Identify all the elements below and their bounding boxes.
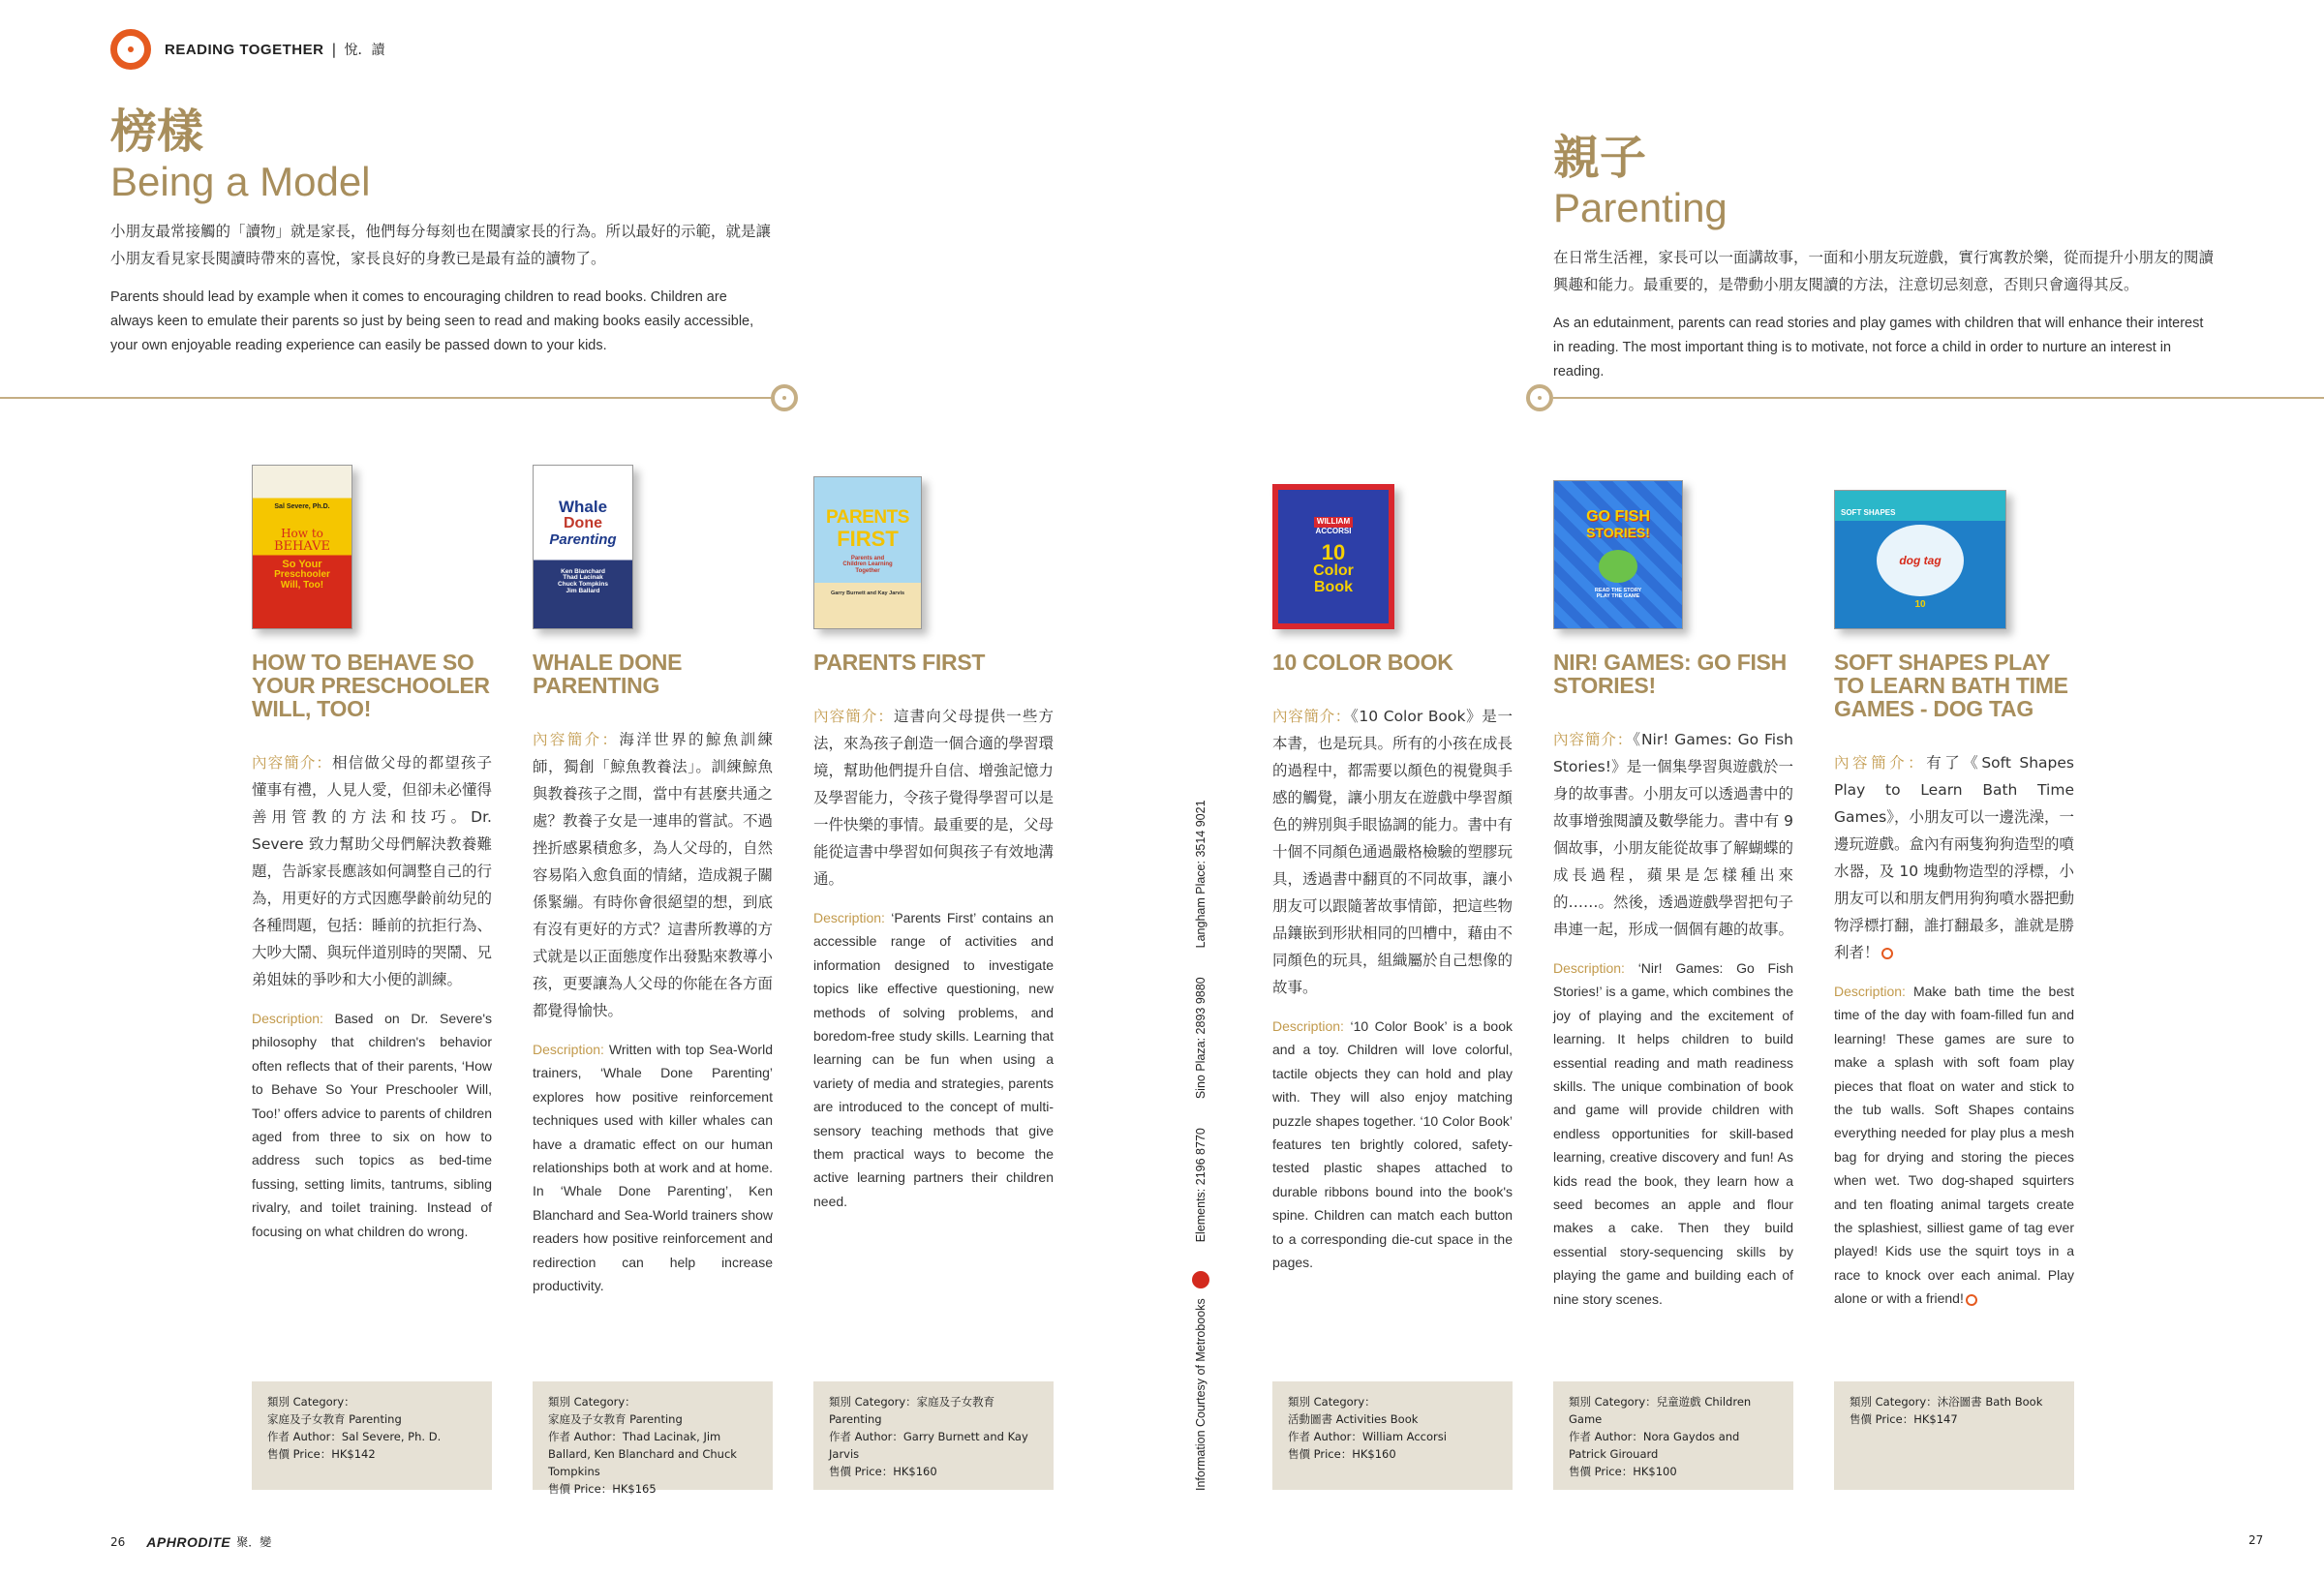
book-cover-image	[1553, 480, 1683, 629]
meta-category: 活動圖書 Activities Book	[1288, 1412, 1419, 1426]
meta-author: 作者 Author：Nora Gaydos and Patrick Girouard	[1569, 1430, 1740, 1461]
section-title-en: Being a Model	[110, 158, 371, 204]
meta-category: 家庭及子女教育 Parenting	[267, 1412, 402, 1426]
meta-author: 作者 Author：Sal Severe, Ph. D.	[267, 1430, 442, 1443]
meta-category-label: 類別 Category：	[267, 1395, 355, 1409]
desc-text-en: Written with top Sea-World trainers, ‘Whale Done Parenting’ explores how positive reinforcement techniques used with killer whales can have a dramatic effect on our human relationships both at work and at home. In ‘Whale Done Parenting’, Ken Blanchard and Sea-World trainers show readers how positive reinforcement and redirection can help increase productivity.	[533, 1042, 773, 1294]
book-meta-box	[533, 1381, 773, 1496]
cover-line: Parenting	[549, 530, 617, 548]
cover-line: Jim Ballard	[566, 588, 600, 594]
book-title: NIR! GAMES: GO FISH STORIES!	[1553, 650, 1787, 698]
divider-line-right	[1553, 397, 2324, 399]
cover-line: Will, Too!	[280, 579, 324, 591]
cover-line: How to	[281, 527, 323, 541]
desc-label-en: Description:	[533, 1042, 604, 1057]
cover-line: WILLIAM	[1314, 517, 1353, 527]
book-cover-image	[813, 476, 922, 629]
elements-phone: Elements: 2196 8770	[1194, 1128, 1208, 1243]
desc-text-en: Based on Dr. Severe's philosophy that children's behavior often reflects that of their parents, ‘How to Behave So Your Preschooler Will, Too!’ offers advice to parents of children aged from three to six on how to address such topics as bed-time fussing, setting limits, tantrums, sibling rivalry, and toilet training. Instead of focusing on what children do wrong.	[252, 1011, 493, 1239]
book-description-en	[813, 906, 1054, 1213]
book-whale-done-parenting	[533, 455, 773, 1297]
book-description-cn	[252, 749, 492, 993]
meta-price: 售價 Price：HK$165	[548, 1482, 657, 1496]
section-title-cn: 親子	[1553, 131, 1647, 185]
book-meta-box	[1553, 1381, 1793, 1490]
cover-line: So Your	[282, 558, 322, 570]
book-soft-shapes	[1834, 455, 2074, 1311]
cover-line: STORIES!	[1586, 525, 1650, 541]
desc-label-cn: 內容簡介：	[813, 708, 895, 725]
book-description-en	[1834, 980, 2074, 1311]
end-ring-icon	[1966, 1294, 1977, 1306]
book-title: SOFT SHAPES PLAY TO LEARN BATH TIME GAMES - DOG TAG	[1834, 650, 2068, 721]
cover-line: PARENTS	[826, 507, 909, 529]
header-separator: |	[331, 41, 337, 58]
desc-label-cn: 內容簡介：	[252, 754, 333, 772]
cover-line: Parents and Children Learning Together	[842, 556, 893, 574]
book-meta-box	[252, 1381, 492, 1490]
desc-label-en: Description:	[813, 910, 885, 925]
book-description-cn	[533, 726, 773, 1024]
cover-line: Garry Burnett and Kay Jarvis	[830, 591, 905, 597]
book-cover-image	[1272, 484, 1394, 629]
meta-author: 作者 Author：Garry Burnett and Kay Jarvis	[829, 1430, 1028, 1461]
book-how-to-behave	[252, 455, 492, 1243]
book-meta-box	[1834, 1381, 2074, 1490]
book-description-cn	[1834, 749, 2074, 966]
section-title-cn: 榜樣	[110, 105, 204, 159]
book-title: 10 COLOR BOOK	[1272, 650, 1453, 675]
section-intro-en: As an edutainment, parents can read stories and play games with children that will enhance their interest in reading. The most important thing is to motivate, not force a child in order to nurture an interest in reading.	[1553, 315, 2204, 379]
meta-category: 家庭及子女教育 Parenting	[548, 1412, 683, 1426]
meta-category-label: 類別 Category：	[1288, 1395, 1376, 1409]
cover-line: BEHAVE	[274, 538, 330, 554]
book-meta-box	[1272, 1381, 1513, 1490]
book-description-en	[1553, 956, 1793, 1311]
divider-line-left	[0, 397, 773, 399]
cover-line: Ken Blanchard	[561, 567, 605, 575]
cover-line: SOFT SHAPES	[1841, 507, 1896, 517]
cover-line: Color	[1313, 562, 1354, 580]
dog-tag-illustration-icon	[1877, 525, 1964, 596]
ring-logo-icon	[110, 29, 151, 70]
end-ring-icon	[1881, 948, 1893, 959]
divider-circle-icon	[1526, 384, 1553, 411]
header-title: READING TOGETHER	[165, 41, 324, 58]
desc-label-cn: 內容簡介：	[1834, 754, 1927, 772]
sino-phone: Sino Plaza: 2893 9880	[1194, 977, 1208, 1100]
divider-circle-icon	[771, 384, 798, 411]
section-intro-cn: 在日常生活裡，家長可以一面講故事，一面和小朋友玩遊戲，實行寓教於樂，從而提升小朋友的閱讀興趣和能力。最重要的，是帶動小朋友閱讀的方法，注意切忌刻意，否則只會適得其反。	[1553, 248, 2215, 293]
cover-line: FIRST	[837, 527, 899, 552]
cover-line: Chuck Tompkins	[558, 581, 608, 589]
desc-label-cn: 內容簡介：	[533, 731, 620, 748]
book-description-cn	[813, 703, 1054, 893]
footer-left	[110, 1533, 271, 1550]
book-cover	[1553, 455, 1793, 629]
cover-line: ACCORSI	[1315, 526, 1352, 535]
meta-author: 作者 Author：William Accorsi	[1288, 1430, 1447, 1443]
fish-illustration-icon	[1599, 550, 1637, 583]
footer-right	[2248, 1533, 2263, 1547]
meta-category-label: 類別 Category：	[548, 1395, 636, 1409]
cover-line: Book	[1314, 578, 1353, 595]
cover-line: GO FISH	[1586, 508, 1650, 526]
desc-label-cn: 內容簡介：	[1272, 708, 1351, 725]
book-parents-first	[813, 455, 1054, 1213]
brand-logo: APHRODITE	[146, 1533, 231, 1550]
book-description-en	[1272, 1015, 1513, 1274]
book-cover-image	[533, 465, 633, 629]
meta-category: 類別 Category：家庭及子女教育 Parenting	[829, 1395, 995, 1426]
cover-line: 10	[1914, 598, 1926, 610]
book-cover	[533, 455, 773, 629]
brand-cn: 聚．變	[236, 1535, 272, 1549]
desc-text-cn: 《Nir! Games: Go Fish Stories!》是一個集學習與遊戲於一身的故事書。小朋友可以透過書中的故事增強閱讀及數學能力。書中有 9 個故事，小朋友能從故事了解蝴蝶的成長過程，蘋果是怎樣種出來的……。然後，透過遊戲學習把句子串連一起，形成一個個有趣的故事。	[1553, 731, 1794, 938]
desc-text-en: ‘10 Color Book’ is a book and a toy. Children will love colorful, tactile objects they can hold and play with. They will also enjoy matching puzzle shapes together. ‘10 Color Book’ features ten brightly colored, safety-tested plastic shapes attached to durable ribbons bound into the book's spine. Children can match each button to a corresponding die-cut space in the pages.	[1272, 1018, 1513, 1271]
page-number-right: 27	[2248, 1533, 2264, 1547]
section-parenting	[1553, 133, 2214, 384]
desc-label-cn: 內容簡介：	[1553, 731, 1634, 748]
desc-text-cn: 有了《Soft Shapes Play to Learn Bath Time Games》，小朋友可以一邊洗澡，一邊玩遊戲。盒內有兩隻狗狗造型的噴水器，及 10 塊動物造型的浮標，小朋友可以和朋友們用狗狗噴水器把動物浮標打翻，誰打翻最多，誰就是勝利者！	[1834, 754, 2075, 961]
cover-line: PLAY THE GAME	[1596, 592, 1640, 599]
courtesy-text: Information Courtesy of Metrobooks	[1194, 1298, 1208, 1491]
desc-label-en: Description:	[252, 1011, 323, 1026]
cover-line: 10	[1321, 540, 1346, 565]
header-title-cn: 悅．讀	[344, 43, 385, 58]
book-title: WHALE DONE PARENTING	[533, 650, 683, 698]
desc-text-cn: 相信做父母的都望孩子懂事有禮，人見人愛，但卻未必懂得善用管教的方法和技巧。Dr. Severe 致力幫助父母們解決教養難題，告訴家長應該如何調整自己的行為，用更好的方式因應學齡前幼兒的各種問題，包括：睡前的抗拒行為、大吵大鬧、與玩伴道別時的哭鬧、兄弟姐妹的爭吵和大小便的訓練。	[252, 754, 493, 988]
cover-line: Done	[564, 515, 602, 532]
langham-phone: Langham Place: 3514 9021	[1194, 800, 1208, 949]
section-title-en: Parenting	[1553, 184, 1728, 230]
book-cover	[252, 455, 492, 629]
desc-text-cn: 《10 Color Book》是一本書，也是玩具。所有的小孩在成長的過程中，都需要以顏色的視覺與手感的觸覺，讓小朋友在遊戲中學習顏色的辨別與手眼協調的能力。書中有十個不同顏色通過嚴格檢驗的塑膠玩具，透過書中翻頁的不同故事，讓小朋友可以跟隨著故事情節，把這些物品鑲嵌到形狀相同的凹槽中，藉由不同顏色的玩具，組織屬於自己想像的故事。	[1272, 708, 1514, 996]
book-cover	[1272, 455, 1513, 629]
book-10-color-book	[1272, 455, 1513, 1274]
cover-line: READ THE STORY	[1594, 587, 1642, 593]
book-cover-image	[252, 465, 352, 629]
desc-label-en: Description:	[1553, 960, 1625, 976]
cover-line: Thad Lacinak	[563, 574, 603, 582]
meta-author: 作者 Author：Thad Lacinak, Jim Ballard, Ken Blanchard and Chuck Tompkins	[548, 1430, 737, 1478]
desc-text-cn: 海洋世界的鯨魚訓練師，獨創「鯨魚教養法」。訓練鯨魚與教養孩子之間，當中有甚麼共通之處？教養子女是一連串的嘗試。不過挫折感累積愈多，為人父母的，自然容易陷入愈負面的情緒，造成親子關係緊繃。有時你會很絕望的想，到底有沒有更好的方式？這書所教導的方式就是以正面態度作出發點來教導小孩，更要讓為人父母的你能在各方面都覺得愉快。	[533, 731, 774, 1019]
desc-text-en: ‘Parents First’ contains an accessible range of activities and information designed to investigate topics like effective questioning, new methods of solving problems, and boredom-free study skills. Learning that learning can be fun when using a variety of media and strategies, parents are introduced to the concept of multi-sensory teaching methods that give them practical ways to become the active learning partners their children need.	[813, 910, 1054, 1209]
section-intro-cn: 小朋友最常接觸的「讀物」就是家長，他們每分每刻也在閱讀家長的行為。所以最好的示範，就是讓小朋友看見家長閱讀時帶來的喜悅，家長良好的身教已是最有益的讀物了。	[110, 222, 772, 267]
book-cover	[1834, 455, 2074, 629]
meta-category: 類別 Category：兒童遊戲 Children Game	[1569, 1395, 1752, 1426]
cover-line: Whale	[558, 498, 608, 517]
book-description-cn	[1553, 726, 1793, 943]
book-title: PARENTS FIRST	[813, 650, 986, 675]
desc-label-en: Description:	[1272, 1018, 1344, 1034]
cover-line: dog tag	[1899, 553, 1942, 567]
book-cover-image	[1834, 490, 2006, 629]
meta-price: 售價 Price：HK$100	[1569, 1465, 1677, 1478]
section-intro-en: Parents should lead by example when it comes to encouraging children to read books. Children are always keen to emulate their parents so just by being seen to read and making books easily accessible, your own enjoyable reading experience can easily be passed down to your kids.	[110, 288, 754, 353]
book-meta-box	[813, 1381, 1054, 1490]
book-description-en	[252, 1007, 492, 1243]
cover-line: Preschooler	[274, 569, 330, 581]
meta-price: 售價 Price：HK$142	[267, 1447, 376, 1461]
book-go-fish-stories	[1553, 455, 1793, 1311]
desc-text-en: ‘Nir! Games: Go Fish Stories!’ is a game, which combines the joy of playing and the excitement of learning. It helps children to build essential reading and math readiness skills. The unique combination of book and game will provide children with endless opportunities for skill-based learning, creative discovery and fun! As kids read the book, they learn how a seed becomes an apple and flour makes a cake. Then they build essential story-sequencing skills by playing the game and building each of nine story scenes.	[1553, 960, 1793, 1307]
desc-text-cn: 這書向父母提供一些方法，來為孩子創造一個合適的學習環境，幫助他們提升自信、增強記憶力及學習能力，令孩子覺得學習可以是一件快樂的事情。最重要的是，父母能從這書中學習如何與孩子有效地溝通。	[813, 708, 1055, 888]
book-title: HOW TO BEHAVE SO YOUR PRESCHOOLER WILL, TOO!	[252, 650, 490, 721]
cover-author: Sal Severe, Ph.D.	[274, 502, 330, 510]
page-number-left: 26	[110, 1534, 126, 1549]
section-being-a-model	[110, 106, 771, 358]
desc-label-en: Description:	[1834, 984, 1906, 999]
book-cover	[813, 455, 1054, 629]
vertical-credit	[1192, 800, 1209, 1491]
meta-price: 售價 Price：HK$160	[1288, 1447, 1396, 1461]
metrobooks-logo-icon	[1192, 1271, 1209, 1288]
meta-price: 售價 Price：HK$160	[829, 1465, 937, 1478]
meta-category: 類別 Category：沐浴圖書 Bath Book	[1850, 1395, 2043, 1409]
book-description-en	[533, 1038, 773, 1297]
magazine-header	[110, 27, 384, 72]
meta-price: 售價 Price：HK$147	[1850, 1412, 1958, 1426]
desc-text-en: Make bath time the best time of the day with foam-filled fun and learning! These games are sure to make a splash with soft foam play pieces that float on water and stick to the tub walls. Soft Shapes contains everything needed for play plus a mesh bag for drying and storing the pieces when wet. Two dog-shaped squirters and ten floating animal targets create the splashiest, silliest game of tag ever played! Kids use the squirt toys in a race to knock over each animal. Play alone or with a friend!	[1834, 984, 2074, 1307]
book-description-cn	[1272, 703, 1513, 1001]
